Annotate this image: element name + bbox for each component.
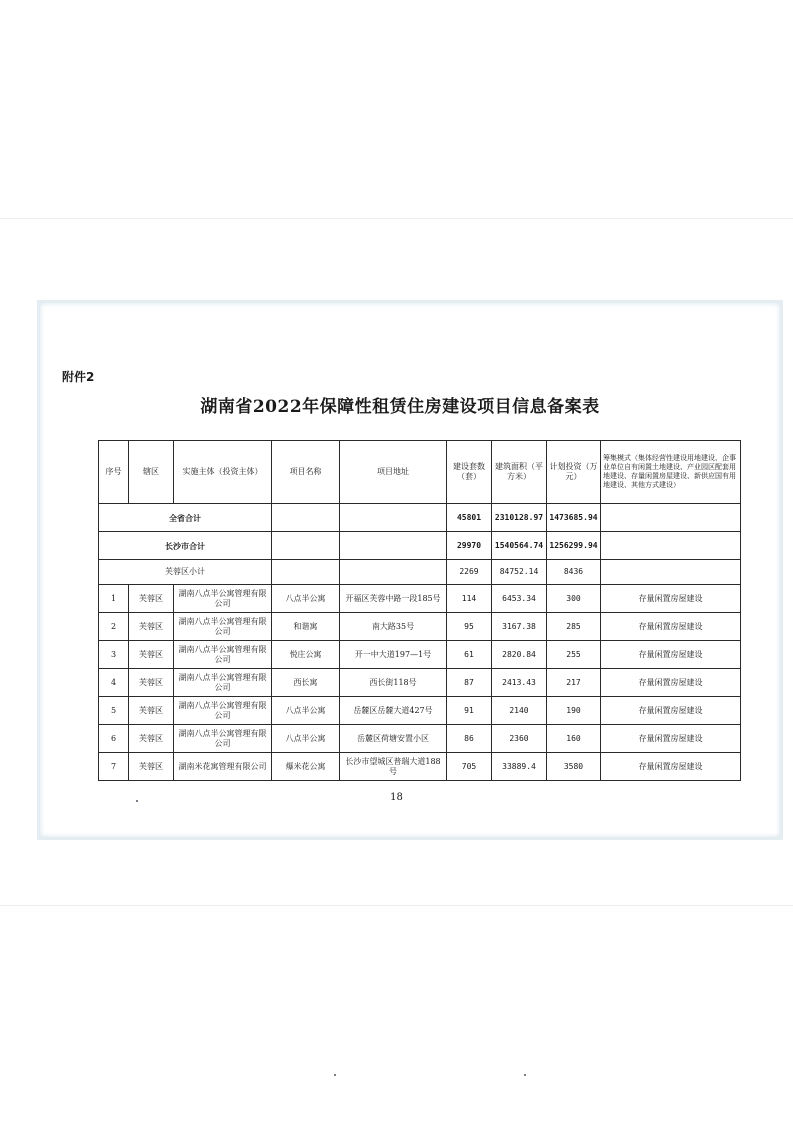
table-row [99, 585, 741, 613]
district-subtotal-row [99, 560, 741, 585]
entity-cell: 湖南八点半公寓管理有限公司 [174, 725, 272, 753]
address-cell: 开福区芙蓉中路一段185号 [340, 585, 447, 613]
district-subtotal-label: 芙蓉区小计 [99, 560, 272, 585]
province-total-investment: 1473685.94 [547, 504, 601, 532]
empty-cell [601, 532, 741, 560]
mode-cell: 存量闲置房屋建设 [601, 641, 741, 669]
scan-speck [136, 800, 138, 802]
scan-edge-top [0, 218, 793, 219]
project-name-cell: 八点半公寓 [272, 725, 340, 753]
header-seq: 序号 [99, 441, 129, 504]
seq-cell: 3 [99, 641, 129, 669]
header-address: 项目地址 [340, 441, 447, 504]
table-row [99, 641, 741, 669]
empty-cell [272, 560, 340, 585]
empty-cell [601, 560, 741, 585]
table-row [99, 613, 741, 641]
address-cell: 南大路35号 [340, 613, 447, 641]
investment-cell: 255 [547, 641, 601, 669]
empty-cell [340, 560, 447, 585]
district-subtotal-area: 84752.14 [492, 560, 547, 585]
attachment-label: 附件2 [62, 370, 95, 384]
project-name-cell: 和谐寓 [272, 613, 340, 641]
header-entity: 实施主体（投资主体） [174, 441, 272, 504]
mode-cell: 存量闲置房屋建设 [601, 585, 741, 613]
address-cell: 岳麓区岳麓大道427号 [340, 697, 447, 725]
scan-speck [524, 1074, 526, 1076]
empty-cell [340, 504, 447, 532]
seq-cell: 7 [99, 753, 129, 781]
district-cell: 芙蓉区 [129, 613, 174, 641]
city-total-units: 29970 [447, 532, 492, 560]
province-total-row [99, 504, 741, 532]
address-cell: 长沙市望城区普瑞大道188号 [340, 753, 447, 781]
city-total-row [99, 532, 741, 560]
project-name-cell: 爆米花公寓 [272, 753, 340, 781]
project-name-cell: 西长寓 [272, 669, 340, 697]
scan-speck [334, 1074, 336, 1076]
district-cell: 芙蓉区 [129, 697, 174, 725]
district-cell: 芙蓉区 [129, 669, 174, 697]
province-total-area: 2310128.97 [492, 504, 547, 532]
record-table [98, 440, 741, 781]
empty-cell [272, 532, 340, 560]
units-cell: 87 [447, 669, 492, 697]
project-name-cell: 八点半公寓 [272, 697, 340, 725]
header-project-name: 项目名称 [272, 441, 340, 504]
investment-cell: 217 [547, 669, 601, 697]
address-cell: 西长街118号 [340, 669, 447, 697]
area-cell: 2360 [492, 725, 547, 753]
area-cell: 2820.84 [492, 641, 547, 669]
header-mode: 筹集模式（集体经营性建设用地建设、企事业单位自有闲置土地建设、产业园区配套用地建设、存量闲置房屋建设、新供应国有用地建设、其他方式建设） [601, 441, 741, 504]
entity-cell: 湖南八点半公寓管理有限公司 [174, 641, 272, 669]
scan-edge-bottom [0, 905, 793, 906]
city-total-area: 1540564.74 [492, 532, 547, 560]
district-subtotal-units: 2269 [447, 560, 492, 585]
seq-cell: 5 [99, 697, 129, 725]
header-units: 建设套数（套） [447, 441, 492, 504]
project-name-cell: 悦庄公寓 [272, 641, 340, 669]
district-cell: 芙蓉区 [129, 641, 174, 669]
entity-cell: 湖南米花寓管理有限公司 [174, 753, 272, 781]
investment-cell: 190 [547, 697, 601, 725]
empty-cell [272, 504, 340, 532]
empty-cell [601, 504, 741, 532]
table-row [99, 669, 741, 697]
project-name-cell: 八点半公寓 [272, 585, 340, 613]
investment-cell: 300 [547, 585, 601, 613]
area-cell: 33889.4 [492, 753, 547, 781]
entity-cell: 湖南八点半公寓管理有限公司 [174, 669, 272, 697]
district-cell: 芙蓉区 [129, 585, 174, 613]
header-investment: 计划投资（万元） [547, 441, 601, 504]
entity-cell: 湖南八点半公寓管理有限公司 [174, 697, 272, 725]
units-cell: 86 [447, 725, 492, 753]
seq-cell: 4 [99, 669, 129, 697]
project-rows [99, 585, 741, 781]
page-number: 18 [390, 792, 403, 803]
header-district: 辖区 [129, 441, 174, 504]
seq-cell: 2 [99, 613, 129, 641]
mode-cell: 存量闲置房屋建设 [601, 697, 741, 725]
empty-cell [340, 532, 447, 560]
area-cell: 3167.38 [492, 613, 547, 641]
document-title: 湖南省2022年保障性租赁住房建设项目信息备案表 [200, 397, 600, 417]
table-row [99, 753, 741, 781]
mode-cell: 存量闲置房屋建设 [601, 725, 741, 753]
province-total-label: 全省合计 [99, 504, 272, 532]
table-header-row [99, 441, 741, 504]
units-cell: 705 [447, 753, 492, 781]
header-area: 建筑面积（平方米） [492, 441, 547, 504]
district-cell: 芙蓉区 [129, 753, 174, 781]
province-total-units: 45801 [447, 504, 492, 532]
mode-cell: 存量闲置房屋建设 [601, 669, 741, 697]
city-total-investment: 1256299.94 [547, 532, 601, 560]
investment-cell: 3580 [547, 753, 601, 781]
seq-cell: 6 [99, 725, 129, 753]
district-cell: 芙蓉区 [129, 725, 174, 753]
seq-cell: 1 [99, 585, 129, 613]
table-row [99, 697, 741, 725]
table-row [99, 725, 741, 753]
city-total-label: 长沙市合计 [99, 532, 272, 560]
investment-cell: 285 [547, 613, 601, 641]
area-cell: 2413.43 [492, 669, 547, 697]
units-cell: 114 [447, 585, 492, 613]
units-cell: 61 [447, 641, 492, 669]
units-cell: 95 [447, 613, 492, 641]
address-cell: 岳麓区荷塘安置小区 [340, 725, 447, 753]
units-cell: 91 [447, 697, 492, 725]
entity-cell: 湖南八点半公寓管理有限公司 [174, 585, 272, 613]
address-cell: 开一中大道197—1号 [340, 641, 447, 669]
area-cell: 6453.34 [492, 585, 547, 613]
entity-cell: 湖南八点半公寓管理有限公司 [174, 613, 272, 641]
investment-cell: 160 [547, 725, 601, 753]
mode-cell: 存量闲置房屋建设 [601, 613, 741, 641]
mode-cell: 存量闲置房屋建设 [601, 753, 741, 781]
area-cell: 2140 [492, 697, 547, 725]
district-subtotal-investment: 8436 [547, 560, 601, 585]
